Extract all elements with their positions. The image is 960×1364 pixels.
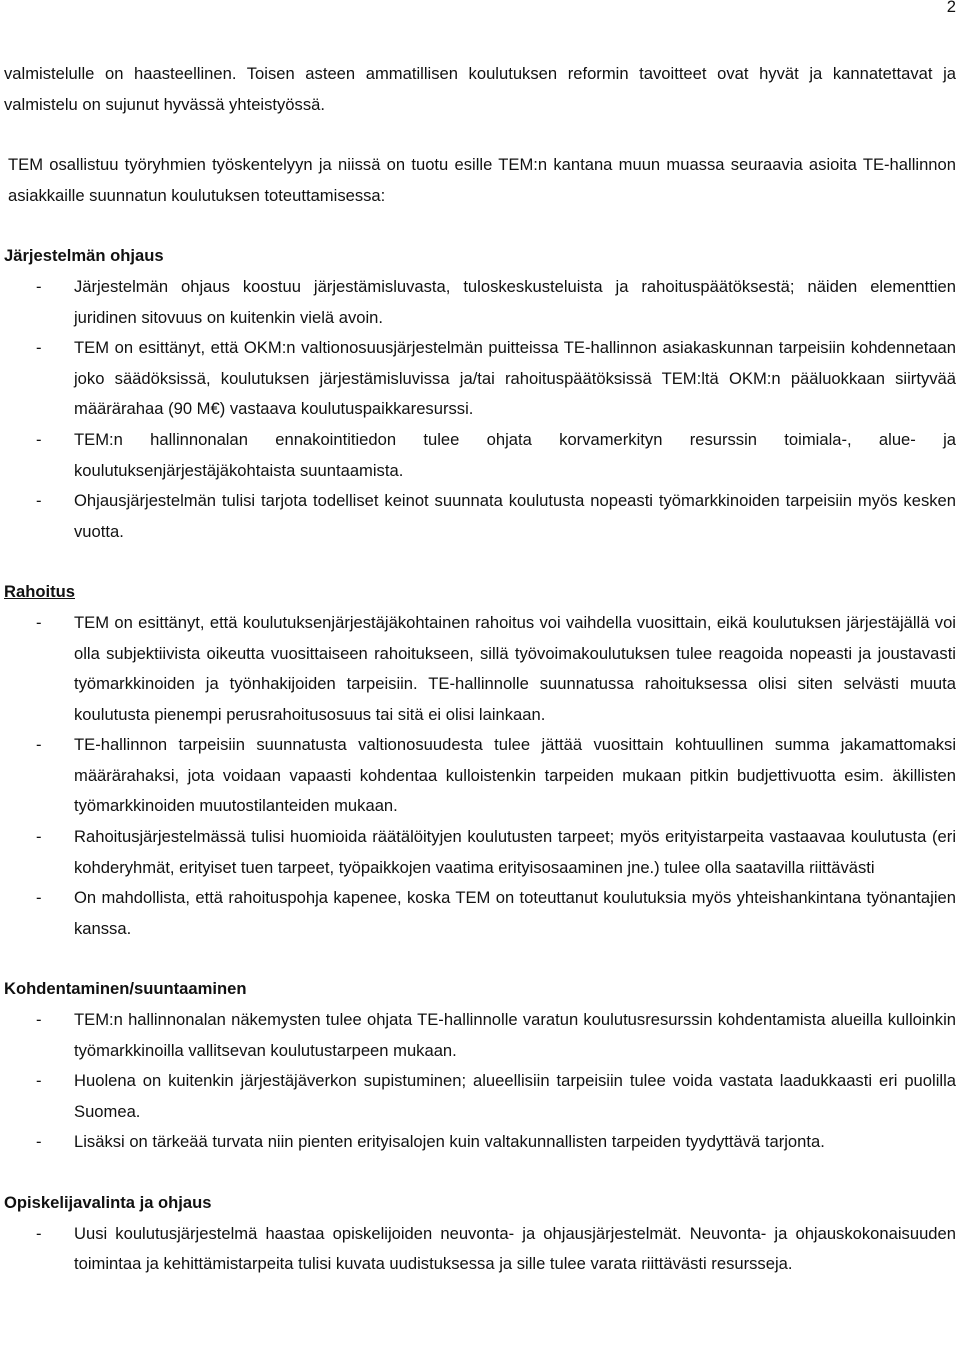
list-item: - Lisäksi on tärkeää turvata niin pienten erityisalojen kuin valtakunnallisten tarpeiden tyydyttävä tarjonta.	[4, 1127, 956, 1158]
section-heading: Opiskelijavalinta ja ohjaus	[4, 1193, 212, 1212]
intro-paragraph-1: valmistelulle on haasteellinen. Toisen asteen ammatillisen koulutuksen reformin tavoitteet ovat hyvät ja kannatettavat ja valmistelu on sujunut hyvässä yhteistyössä.	[4, 64, 956, 114]
dash-bullet-icon: -	[36, 429, 42, 449]
section-kohdentaminen	[4, 974, 956, 1158]
page-number: 2	[946, 0, 956, 16]
list-item: - On mahdollista, että rahoituspohja kapenee, koska TEM on toteuttanut koulutuksia myös yhteishankintana työnantajien kanssa.	[4, 883, 956, 944]
dash-bullet-icon: -	[36, 491, 42, 511]
list-item: - TE-hallinnon tarpeisiin suunnatusta valtionosuudesta tulee jättää vuosittain kohtuullinen summa jakamattomaksi määrärahaksi, jota voidaan vapaasti kohdentaa kulloistenkin tarpeiden mukaan pitkin budjettivuotta esim. äkillisten työmarkkinoiden muutostilanteiden mukaan.	[4, 730, 956, 822]
bullet-list	[4, 1005, 956, 1158]
section-rahoitus	[4, 577, 956, 944]
dash-bullet-icon: -	[36, 735, 42, 755]
section-opiskelijavalinta	[4, 1188, 956, 1280]
list-item: - TEM:n hallinnonalan näkemysten tulee ohjata TE-hallinnolle varatun koulutusresurssin kohdentamista alueilla kulloinkin työmarkkinoilla vallitsevan koulutustarpeen mukaan.	[4, 1005, 956, 1066]
dash-bullet-icon: -	[36, 338, 42, 358]
dash-bullet-icon: -	[36, 276, 42, 296]
section-jarjestelman-ohjaus	[4, 241, 956, 547]
dash-bullet-icon: -	[36, 1071, 42, 1091]
dash-bullet-icon: -	[36, 612, 42, 632]
list-item: - TEM on esittänyt, että OKM:n valtionosuusjärjestelmän puitteissa TE-hallinnon asiakaskunnan tarpeisiin kohdennetaan joko säädöksissä, koulutuksen järjestämisluvissa ja/tai rahoituspäätöksissä TEM:ltä OKM:n pääluokkaan siirtyvää määrärahaa (90 M€) vastaava koulutuspaikkaresurssi.	[4, 333, 956, 425]
dash-bullet-icon: -	[36, 827, 42, 847]
intro-paragraph-2: TEM osallistuu työryhmien työskentelyyn ja niissä on tuotu esille TEM:n kantana muun muassa seuraavia asioita TE-hallinnon asiakkaille suunnatun koulutuksen toteuttamisessa:	[8, 155, 956, 205]
bullet-list	[4, 608, 956, 945]
list-item: - Huolena on kuitenkin järjestäjäverkon supistuminen; alueellisiin tarpeisiin tulee voida vastata laadukkaasti eri puolilla Suomea.	[4, 1066, 956, 1127]
dash-bullet-icon: -	[36, 1132, 42, 1152]
section-heading: Järjestelmän ohjaus	[4, 246, 164, 266]
list-item: - TEM:n hallinnonalan ennakointitiedon tulee ohjata korvamerkityn resurssin toimiala-, alue- ja koulutuksenjärjestäjäkohtaista suuntaamista.	[4, 425, 956, 486]
list-item: - Rahoitusjärjestelmässä tulisi huomioida räätälöityjen koulutusten tarpeet; myös erityistarpeita vastaavaa koulutusta (eri kohderyhmät, erityiset tuen tarpeet, työpaikkojen vaatima erityisosaaminen jne.) tulee olla saatavilla riittävästi	[4, 822, 956, 883]
dash-bullet-icon: -	[36, 1010, 42, 1030]
list-item: - TEM on esittänyt, että koulutuksenjärjestäjäkohtainen rahoitus voi vaihdella vuosittain, eikä koulutuksen järjestäjällä voi olla subjektiivista oikeutta vuosittaiseen rahoitukseen, sillä työvoimakoulutuksen tulee reagoida nopeasti ja joustavasti työmarkkinoiden ja työnhakijoiden tarpeisiin. TE-hallinnolle suunnatussa rahoituksessa olisi siten selvästi muuta koulutusta pienempi perusrahoitusosuus tai sitä ei olisi lainkaan.	[4, 608, 956, 730]
dash-bullet-icon: -	[36, 1223, 42, 1243]
document-body	[4, 59, 956, 1280]
section-heading: Rahoitus	[4, 582, 75, 602]
list-item: - Järjestelmän ohjaus koostuu järjestämisluvasta, tuloskeskusteluista ja rahoituspäätöksestä; näiden elementtien juridinen sitovuus on kuitenkin vielä avoin.	[4, 272, 956, 333]
bullet-list	[4, 272, 956, 547]
dash-bullet-icon: -	[36, 888, 42, 908]
list-item: - Uusi koulutusjärjestelmä haastaa opiskelijoiden neuvonta- ja ohjausjärjestelmät. Neuvonta- ja ohjauskokonaisuuden toimintaa ja kehittämistarpeita tulisi kuvata uudistuksessa ja sille tulee varata riittävästi resursseja.	[4, 1219, 956, 1280]
list-item: - Ohjausjärjestelmän tulisi tarjota todelliset keinot suunnata koulutusta nopeasti työmarkkinoiden tarpeisiin myös kesken vuotta.	[4, 486, 956, 547]
bullet-list	[4, 1219, 956, 1280]
section-heading: Kohdentaminen/suuntaaminen	[4, 979, 247, 999]
